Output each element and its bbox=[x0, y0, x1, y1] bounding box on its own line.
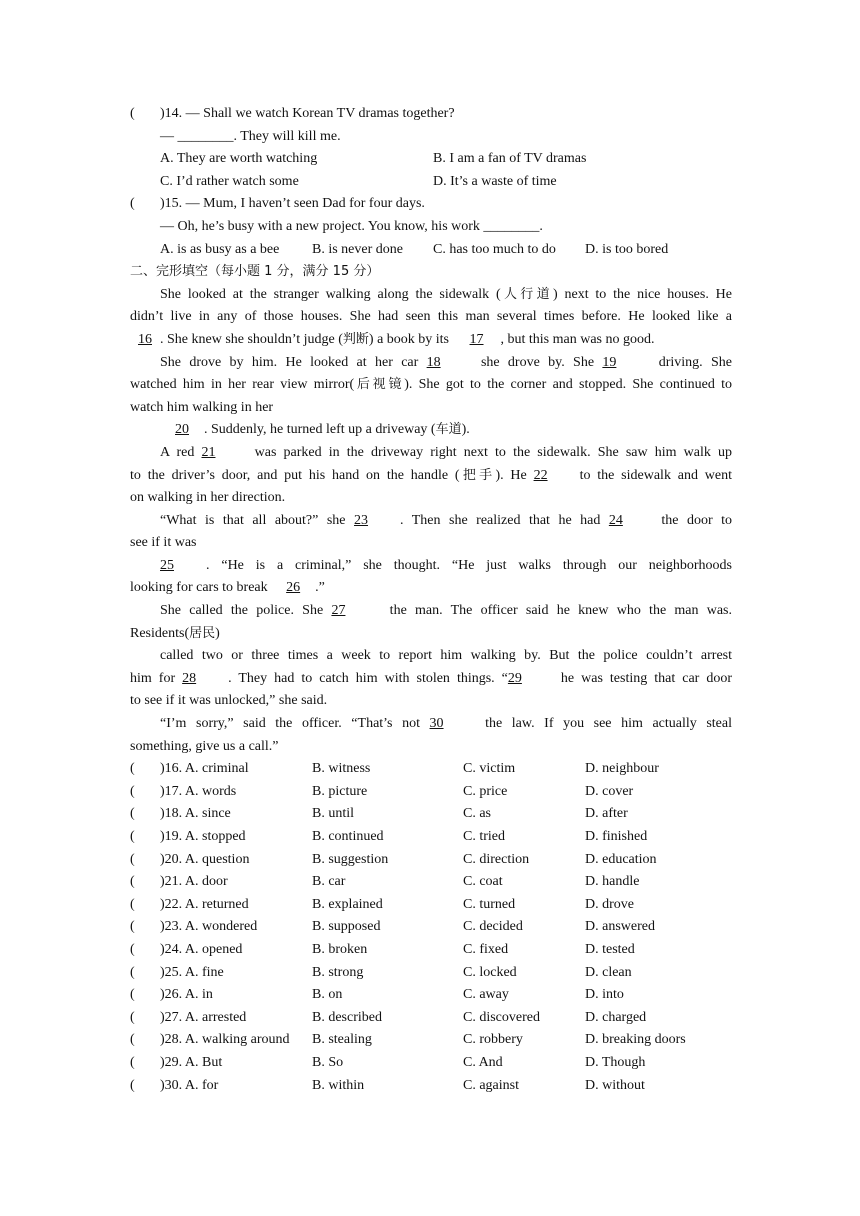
option-c: C. direction bbox=[463, 851, 530, 867]
passage-text: . She knew she shouldn’t judge ( bbox=[160, 331, 343, 347]
passage-text: on walking in her direction. bbox=[130, 490, 286, 506]
chinese-gloss: 后视镜 bbox=[354, 377, 405, 393]
option-a: )25. A. fine bbox=[160, 964, 224, 980]
option-b: B. explained bbox=[312, 896, 383, 912]
option-b: B. picture bbox=[312, 783, 368, 799]
option-b: B. I am a fan of TV dramas bbox=[433, 151, 587, 167]
option-a: )16. A. criminal bbox=[160, 761, 249, 777]
option-c: C. decided bbox=[463, 919, 523, 935]
passage-line bbox=[130, 713, 732, 736]
blank-26[interactable]: 26 bbox=[286, 580, 301, 596]
question-14 bbox=[130, 103, 732, 126]
passage-line bbox=[130, 555, 732, 578]
option-d: D. charged bbox=[585, 1009, 647, 1025]
passage-text: “I’m sorry,” said the officer. “That’s not bbox=[160, 716, 430, 732]
passage-text: ). bbox=[461, 422, 470, 438]
passage-text: . Suddenly, he turned left up a driveway ( bbox=[204, 422, 436, 438]
passage-text: looking for cars to break bbox=[130, 580, 272, 596]
option-a: )22. A. returned bbox=[160, 896, 249, 912]
answer-paren[interactable]: ( bbox=[130, 106, 135, 121]
answer-paren[interactable]: ( bbox=[130, 1009, 135, 1025]
reply-suffix: . They will kill me. bbox=[233, 128, 341, 144]
passage-text: “What is that all about?” she bbox=[160, 512, 355, 528]
option-c: C. discovered bbox=[463, 1009, 540, 1025]
option-b: B. suggestion bbox=[312, 851, 389, 867]
blank-24[interactable]: 24 bbox=[608, 512, 623, 528]
option-row bbox=[130, 803, 732, 826]
option-b: B. strong bbox=[312, 964, 364, 980]
passage-text: She called the police. She bbox=[160, 603, 332, 619]
question-14-reply bbox=[130, 126, 732, 149]
passage-line bbox=[130, 577, 732, 600]
passage-line bbox=[130, 736, 732, 759]
passage-text: She looked at the stranger walking along the sidewalk ( bbox=[160, 286, 501, 302]
passage-text: . Then she realized that he had bbox=[400, 512, 609, 528]
answer-paren[interactable]: ( bbox=[130, 196, 135, 212]
passage-line bbox=[130, 284, 732, 307]
passage-text: him for bbox=[130, 670, 183, 686]
passage-text: the law. If you see him actually steal bbox=[475, 716, 732, 732]
option-row bbox=[130, 1029, 732, 1052]
answer-paren[interactable]: ( bbox=[130, 1077, 135, 1093]
option-a: )18. A. since bbox=[160, 806, 231, 822]
passage-text: she drove by. She bbox=[472, 354, 603, 370]
passage-text: was parked in the driveway right next to the sidewalk. She saw him walk up bbox=[247, 444, 732, 460]
option-c: C. price bbox=[463, 783, 508, 799]
option-d: D. education bbox=[585, 851, 657, 867]
option-a: )30. A. for bbox=[160, 1077, 219, 1093]
passage-text: watch him walking in her bbox=[130, 399, 274, 415]
answer-paren[interactable]: ( bbox=[130, 761, 135, 777]
option-b: B. witness bbox=[312, 761, 371, 777]
blank-28[interactable]: 28 bbox=[182, 670, 197, 686]
answer-blank: ________ bbox=[177, 128, 234, 144]
option-c: C. locked bbox=[463, 964, 517, 980]
option-b: B. described bbox=[312, 1009, 382, 1025]
option-b: B. until bbox=[312, 806, 355, 822]
passage-text: to see if it was unlocked,” she said. bbox=[130, 693, 328, 709]
passage-line bbox=[130, 465, 732, 488]
worksheet-page bbox=[130, 103, 732, 1097]
chinese-gloss: 居民 bbox=[189, 625, 216, 641]
blank-30[interactable]: 30 bbox=[429, 716, 444, 732]
answer-options-list bbox=[130, 758, 732, 1097]
option-d: D. cover bbox=[585, 783, 634, 799]
answer-paren[interactable]: ( bbox=[130, 783, 135, 799]
passage-line bbox=[130, 645, 732, 668]
passage-text: to the sidewalk and went bbox=[579, 467, 732, 483]
option-d: D. handle bbox=[585, 874, 640, 890]
option-d: D. after bbox=[585, 806, 628, 822]
passage-text: . “He is a criminal,” she thought. “He just walks through our neighborhoods bbox=[206, 557, 732, 573]
option-b: B. within bbox=[312, 1077, 365, 1093]
option-a: )17. A. words bbox=[160, 783, 237, 799]
answer-paren[interactable]: ( bbox=[130, 874, 135, 890]
option-b: B. on bbox=[312, 987, 343, 1003]
passage-text: She drove by him. He looked at her car bbox=[160, 354, 427, 370]
option-row bbox=[130, 1052, 732, 1075]
option-a: )20. A. question bbox=[160, 851, 250, 867]
option-row bbox=[130, 916, 732, 939]
passage-line bbox=[130, 329, 732, 352]
blank-29[interactable]: 29 bbox=[507, 670, 522, 686]
passage-text: driving. She bbox=[650, 354, 732, 370]
option-c: C. fixed bbox=[463, 941, 509, 957]
option-d: D. Though bbox=[585, 1054, 646, 1070]
option-row bbox=[130, 984, 732, 1007]
option-b: B. continued bbox=[312, 829, 384, 844]
option-b: B. supposed bbox=[312, 919, 381, 935]
option-d: D. It’s a waste of time bbox=[433, 173, 557, 189]
option-a: )27. A. arrested bbox=[160, 1009, 247, 1025]
option-b: B. So bbox=[312, 1054, 344, 1070]
option-c: C. away bbox=[463, 987, 509, 1003]
option-d: D. drove bbox=[585, 896, 634, 912]
answer-paren[interactable]: ( bbox=[130, 829, 135, 844]
option-a: A. They are worth watching bbox=[160, 151, 318, 167]
passage-text: see if it was bbox=[130, 535, 197, 551]
question-14-options-row1 bbox=[130, 148, 732, 171]
option-a: )23. A. wondered bbox=[160, 919, 258, 935]
passage-text: .” bbox=[315, 580, 325, 596]
passage-text: called two or three times a week to report him walking by. But the police couldn’t arrest bbox=[160, 648, 732, 664]
option-row bbox=[130, 939, 732, 962]
option-c: C. as bbox=[463, 806, 491, 822]
option-row bbox=[130, 1007, 732, 1030]
option-b: B. is never done bbox=[312, 241, 403, 257]
chinese-gloss: 把手 bbox=[459, 467, 496, 483]
option-b: B. broken bbox=[312, 941, 368, 957]
option-d: D. answered bbox=[585, 919, 655, 935]
option-d: D. into bbox=[585, 987, 624, 1003]
option-row bbox=[130, 849, 732, 872]
answer-paren[interactable]: ( bbox=[130, 896, 135, 912]
option-c: C. victim bbox=[463, 761, 516, 777]
answer-paren[interactable]: ( bbox=[130, 941, 135, 957]
question-15-options bbox=[130, 239, 732, 262]
passage-text: the door to bbox=[652, 512, 732, 528]
option-row bbox=[130, 781, 732, 804]
passage-text: ) a book by its bbox=[368, 331, 453, 347]
passage-line bbox=[130, 668, 732, 691]
reply-text: — Oh, he’s busy with a new project. You know, his work ________. bbox=[160, 218, 543, 234]
question-stem: )15. — Mum, I haven’t seen Dad for four days. bbox=[160, 196, 425, 212]
answer-paren[interactable]: ( bbox=[130, 806, 135, 822]
option-c: C. has too much to do bbox=[433, 241, 556, 257]
passage-text: something, give us a call.” bbox=[130, 738, 279, 754]
passage-line bbox=[130, 306, 732, 329]
passage-text: , but this man was no good. bbox=[500, 331, 655, 347]
passage-text: Residents( bbox=[130, 625, 190, 641]
option-c: C. coat bbox=[463, 874, 503, 890]
option-c: C. turned bbox=[463, 896, 516, 912]
answer-paren[interactable]: ( bbox=[130, 919, 135, 935]
option-d: D. is too bored bbox=[585, 241, 669, 257]
blank-23[interactable]: 23 bbox=[354, 512, 369, 528]
passage-text: didn’t live in any of those houses. She had seen this man several times before. He looked like a bbox=[130, 309, 732, 325]
option-row bbox=[130, 871, 732, 894]
question-15 bbox=[130, 193, 732, 216]
passage-text: he was testing that car door bbox=[553, 670, 732, 686]
blank-27[interactable]: 27 bbox=[331, 603, 346, 619]
blank-22[interactable]: 22 bbox=[533, 467, 548, 483]
question-14-options-row2 bbox=[130, 171, 732, 194]
option-b: B. car bbox=[312, 874, 346, 890]
section-title: 二、完形填空（每小题 1 分，满分 15 分） bbox=[130, 264, 380, 280]
option-a: )26. A. in bbox=[160, 987, 213, 1003]
option-row bbox=[130, 1075, 732, 1098]
option-row bbox=[130, 894, 732, 917]
passage-text: A red bbox=[160, 444, 202, 460]
passage-text: the man. The officer said he knew who the man was. bbox=[381, 603, 733, 619]
passage-text: ). He bbox=[495, 467, 534, 483]
option-a: )29. A. But bbox=[160, 1054, 223, 1070]
option-d: D. neighbour bbox=[585, 761, 659, 777]
answer-paren[interactable]: ( bbox=[130, 964, 135, 980]
passage-line bbox=[130, 510, 732, 533]
blank-21[interactable]: 21 bbox=[201, 444, 216, 460]
passage-line bbox=[130, 442, 732, 465]
passage-line bbox=[130, 374, 732, 397]
option-d: D. finished bbox=[585, 829, 648, 844]
blank-25[interactable]: 25 bbox=[160, 557, 174, 573]
passage-text: watched him in her rear view mirror( bbox=[130, 377, 355, 393]
blank-18[interactable]: 18 bbox=[426, 354, 441, 370]
option-d: D. tested bbox=[585, 941, 635, 957]
passage-text: ) bbox=[215, 625, 220, 641]
option-c: C. And bbox=[463, 1054, 503, 1070]
passage-line bbox=[130, 487, 732, 510]
answer-paren[interactable]: ( bbox=[130, 1054, 135, 1070]
blank-16[interactable]: 16 bbox=[138, 331, 152, 347]
blank-17[interactable]: 17 bbox=[469, 331, 484, 347]
question-stem: )14. — Shall we watch Korean TV dramas together? bbox=[160, 106, 455, 121]
option-c: C. I’d rather watch some bbox=[160, 173, 299, 189]
passage-line bbox=[130, 352, 732, 375]
passage-line bbox=[130, 623, 732, 646]
option-c: C. tried bbox=[463, 829, 505, 844]
blank-20[interactable]: 20 bbox=[175, 422, 189, 438]
passage-line bbox=[130, 419, 732, 442]
option-a: A. is as busy as a bee bbox=[160, 241, 280, 257]
passage-text: to the driver’s door, and put his hand on the handle ( bbox=[130, 467, 460, 483]
option-row bbox=[130, 826, 732, 849]
blank-19[interactable]: 19 bbox=[602, 354, 617, 370]
answer-paren[interactable]: ( bbox=[130, 987, 135, 1003]
option-d: D. breaking doors bbox=[585, 1032, 686, 1048]
passage-text: . They had to catch him with stolen things. “ bbox=[228, 670, 508, 686]
chinese-gloss: 人行道 bbox=[500, 286, 553, 302]
passage-line bbox=[130, 397, 732, 420]
passage-text: ) next to the nice houses. He bbox=[552, 286, 732, 302]
passage-line bbox=[130, 690, 732, 713]
passage-line bbox=[130, 600, 732, 623]
question-15-reply bbox=[130, 216, 732, 239]
passage-text: ). She got to the corner and stopped. She continued to bbox=[404, 377, 732, 393]
option-d: D. without bbox=[585, 1077, 645, 1093]
answer-paren[interactable]: ( bbox=[130, 851, 135, 867]
chinese-gloss: 判断 bbox=[342, 331, 369, 347]
option-b: B. stealing bbox=[312, 1032, 372, 1048]
option-a: )21. A. door bbox=[160, 874, 228, 890]
option-row bbox=[130, 758, 732, 781]
chinese-gloss: 车道 bbox=[435, 422, 462, 438]
option-row bbox=[130, 962, 732, 985]
option-c: C. against bbox=[463, 1077, 519, 1093]
reply-prefix: — bbox=[160, 128, 178, 144]
option-d: D. clean bbox=[585, 964, 632, 980]
option-a: )24. A. opened bbox=[160, 941, 243, 957]
option-c: C. robbery bbox=[463, 1032, 523, 1048]
answer-paren[interactable]: ( bbox=[130, 1032, 135, 1048]
option-a: )19. A. stopped bbox=[160, 829, 246, 844]
option-a: )28. A. walking around bbox=[160, 1032, 290, 1048]
passage-line bbox=[130, 532, 732, 555]
